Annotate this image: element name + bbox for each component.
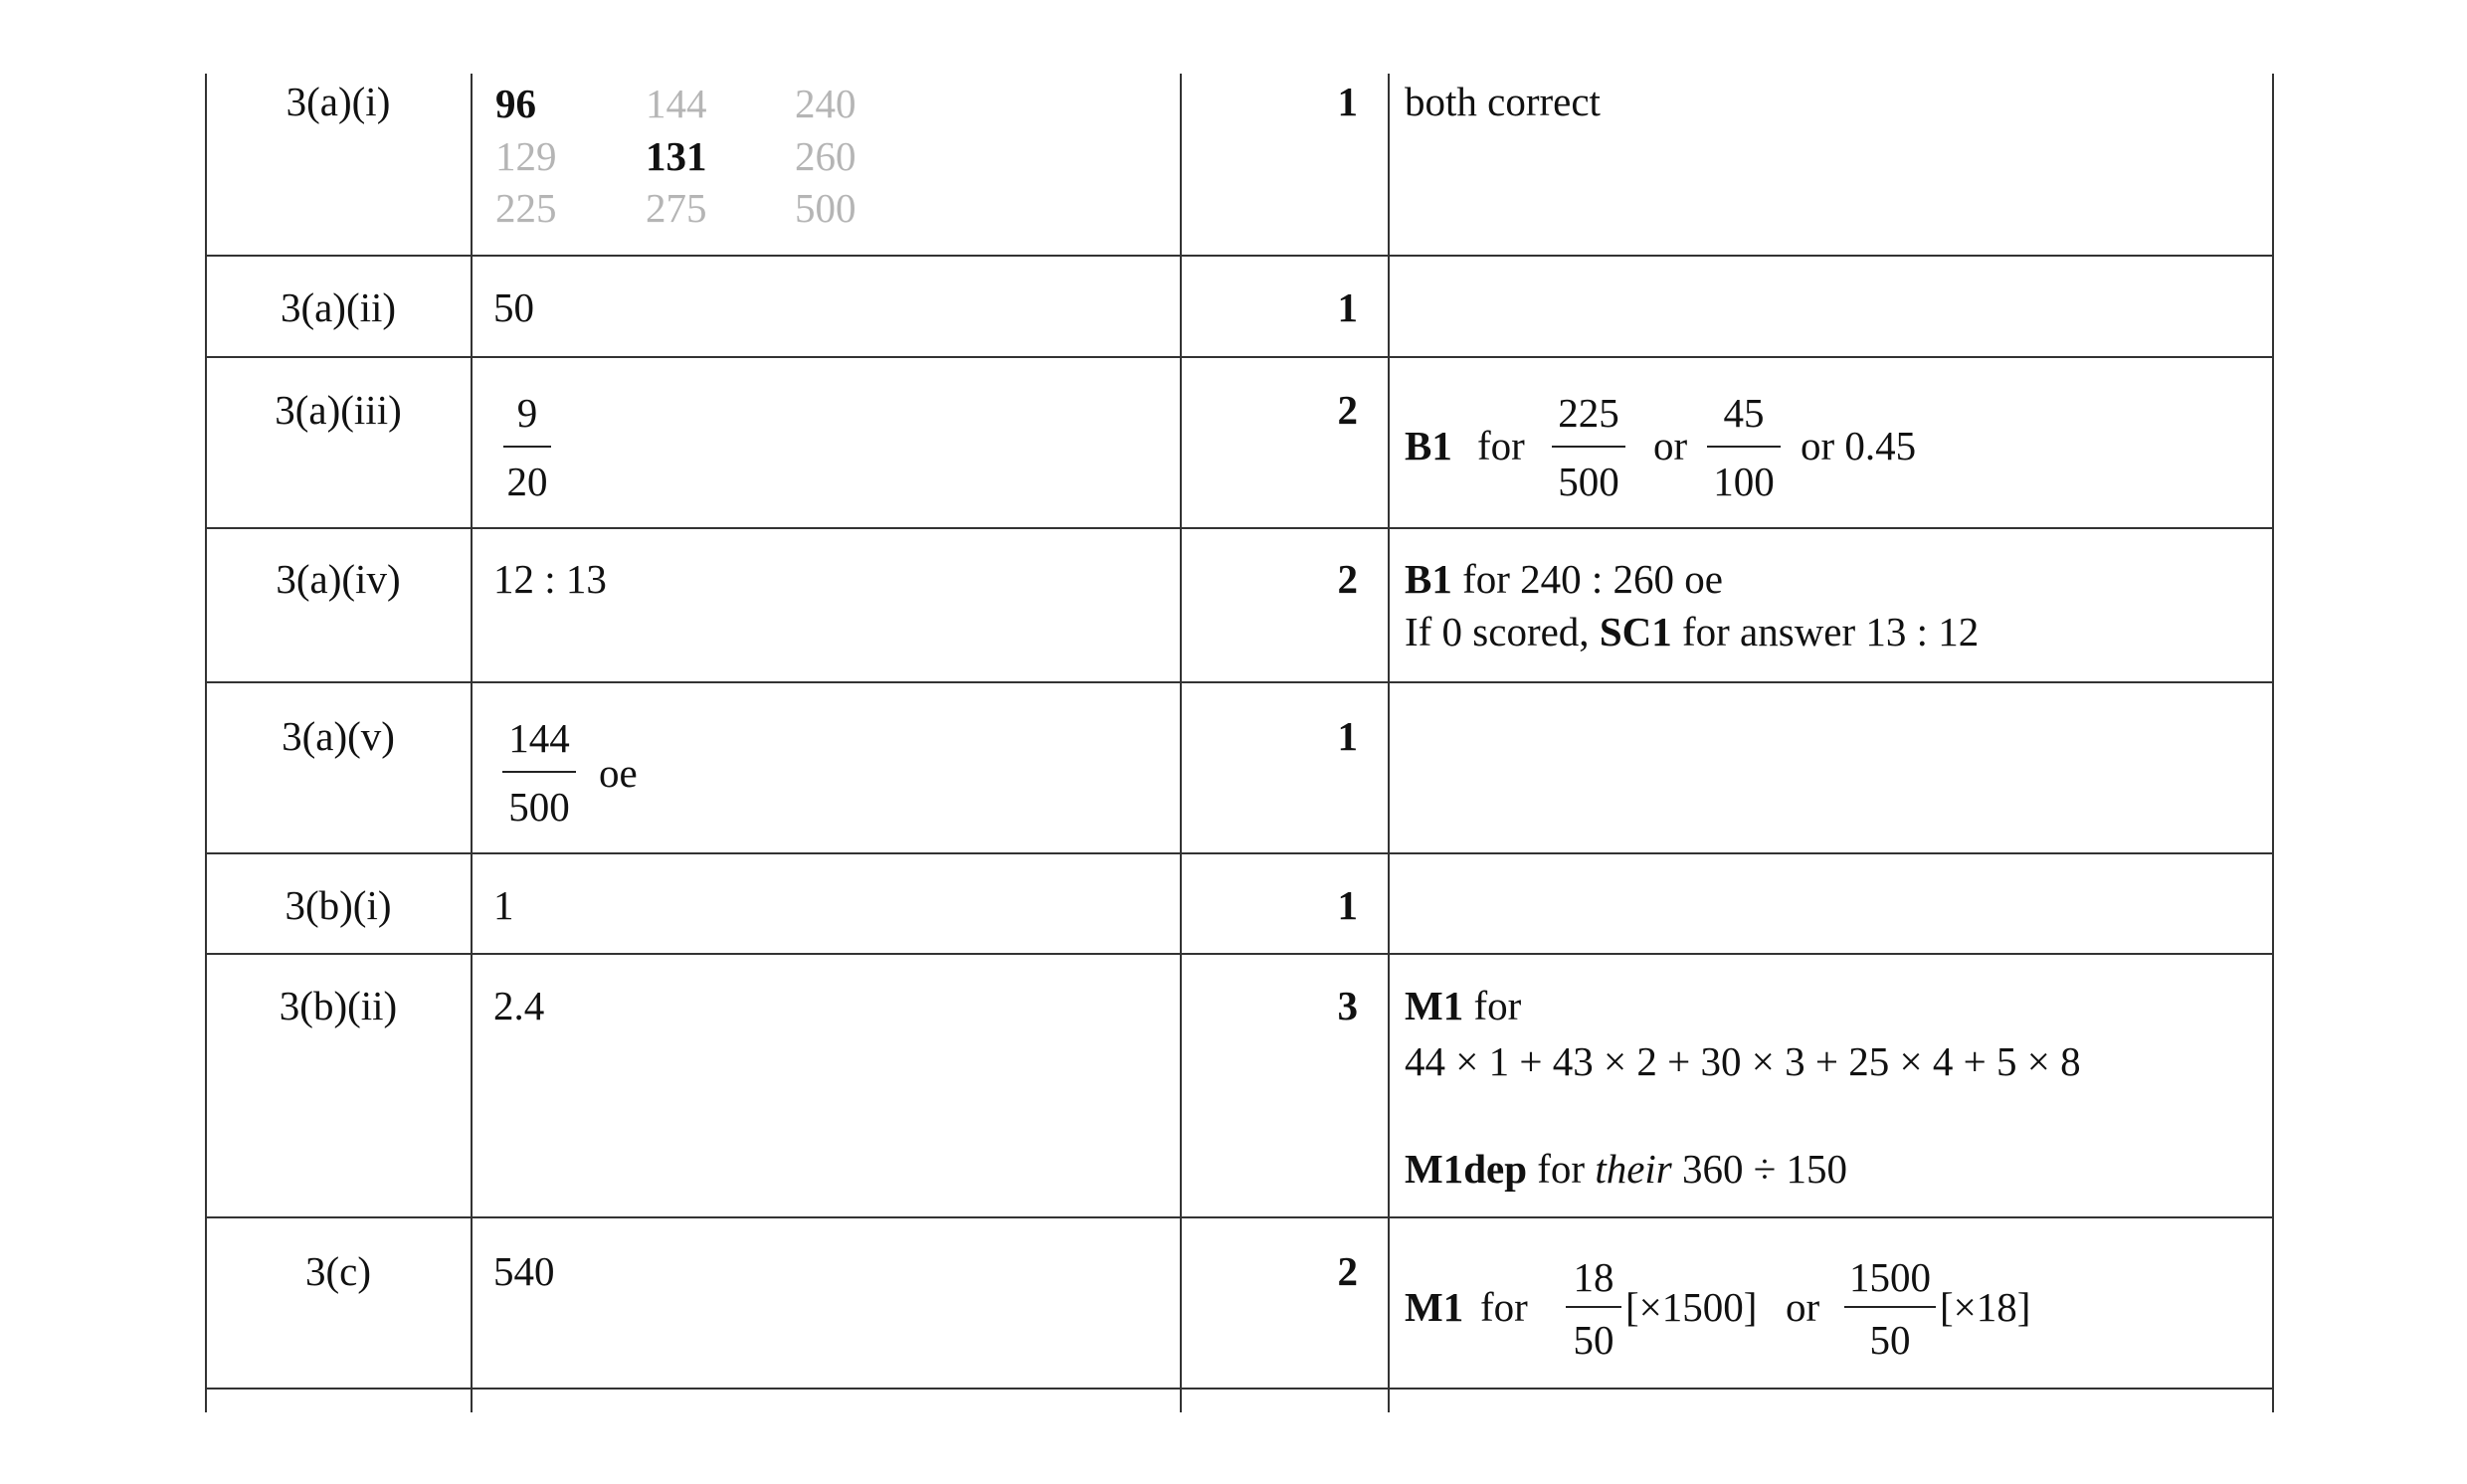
note-text: If 0 scored,	[1405, 609, 1600, 654]
row-divider	[205, 1388, 2274, 1390]
grid-value: 500	[795, 185, 856, 231]
grid-value: 225	[495, 185, 557, 231]
row-divider	[205, 527, 2274, 529]
fraction-numerator: 144	[508, 715, 570, 761]
fraction-bar	[503, 446, 551, 448]
note-for-text: for	[1480, 1284, 1528, 1330]
row-divider	[205, 681, 2274, 683]
mark-value: 1	[1337, 284, 1358, 330]
question-number: 3(a)(i)	[285, 79, 391, 124]
note-m1-label: M1	[1405, 983, 1464, 1028]
table-border-col2	[471, 74, 473, 1412]
note-b1-label: B1	[1405, 556, 1452, 602]
grid-value: 275	[646, 185, 707, 231]
fraction-denominator: 50	[1869, 1317, 1911, 1363]
row-divider	[205, 953, 2274, 955]
grid-value: 260	[795, 133, 856, 179]
note-text: for	[1527, 1146, 1596, 1192]
bracketed-term: [×18]	[1940, 1284, 2031, 1330]
grid-value: 144	[646, 81, 707, 126]
note-their-text: their	[1595, 1146, 1672, 1192]
answer-fraction	[502, 715, 576, 830]
note-for-text: for	[1477, 423, 1525, 468]
fraction-denominator: 20	[506, 459, 548, 504]
answer-value: 1	[493, 882, 514, 928]
fraction-denominator: 500	[1558, 459, 1619, 504]
note-text: for answer 13 : 12	[1671, 609, 1980, 654]
question-number: 3(a)(ii)	[280, 284, 397, 330]
guidance-note: both correct	[1405, 79, 1601, 124]
note-text: 360 ÷ 150	[1671, 1146, 1848, 1192]
mark-value: 2	[1337, 556, 1358, 602]
answer-value: 50	[493, 284, 534, 330]
answer-value: 540	[493, 1248, 555, 1294]
mark-value: 1	[1337, 713, 1358, 759]
answer-suffix: oe	[599, 750, 638, 796]
question-number: 3(b)(ii)	[279, 983, 398, 1028]
question-number: 3(a)(v)	[282, 713, 395, 759]
grid-value: 96	[495, 81, 536, 126]
fraction-numerator: 225	[1558, 390, 1619, 436]
row-divider	[205, 852, 2274, 854]
guidance-note	[1405, 980, 1521, 1032]
mark-value: 3	[1337, 983, 1358, 1028]
bracketed-term: [×1500]	[1625, 1284, 1758, 1330]
fraction-bar	[502, 771, 576, 773]
fraction-denominator: 100	[1713, 459, 1775, 504]
guidance-note	[1405, 553, 1723, 606]
note-m1-label: M1	[1405, 1284, 1464, 1330]
note-or-text: or	[1653, 423, 1688, 468]
question-number: 3(a)(iii)	[275, 387, 402, 433]
table-border-right	[2272, 74, 2274, 1412]
note-text: for 240 : 260 oe	[1451, 556, 1724, 602]
fraction-bar	[1707, 446, 1781, 448]
fraction-numerator: 18	[1573, 1254, 1614, 1300]
fraction-bar	[1552, 446, 1625, 448]
row-divider	[205, 1216, 2274, 1218]
note-b1-label: B1	[1405, 423, 1452, 468]
mark-value: 1	[1337, 882, 1358, 928]
note-text: for	[1463, 983, 1522, 1028]
note-m1dep-label: M1dep	[1405, 1146, 1527, 1192]
note-or-text: or	[1786, 1284, 1820, 1330]
fraction-denominator: 50	[1573, 1317, 1614, 1363]
note-tail-text: or 0.45	[1801, 423, 1917, 468]
question-number: 3(b)(i)	[285, 882, 392, 928]
mark-value: 2	[1337, 387, 1358, 433]
fraction-bar	[1566, 1306, 1621, 1308]
note-sc1-label: SC1	[1599, 609, 1672, 654]
question-number: 3(c)	[304, 1248, 371, 1294]
fraction-numerator: 9	[516, 390, 538, 436]
grid-value: 240	[795, 81, 856, 126]
note-fraction	[1552, 390, 1625, 504]
answer-fraction	[503, 390, 551, 504]
mark-value: 2	[1337, 1248, 1358, 1294]
note-fraction	[1707, 390, 1781, 504]
guidance-note	[1405, 1143, 1847, 1196]
answer-value: 12 : 13	[493, 556, 607, 602]
fraction-bar	[1844, 1306, 1936, 1308]
row-divider	[205, 356, 2274, 358]
grid-value: 129	[495, 133, 557, 179]
row-divider	[205, 255, 2274, 257]
fraction-numerator: 1500	[1849, 1254, 1931, 1300]
question-number: 3(a)(iv)	[276, 556, 401, 602]
table-border-col4	[1388, 74, 1390, 1412]
guidance-note	[1405, 606, 1979, 658]
fraction-denominator: 500	[508, 784, 570, 830]
answer-value: 2.4	[493, 983, 545, 1028]
note-fraction	[1844, 1254, 1936, 1363]
fraction-numerator: 45	[1723, 390, 1765, 436]
note-fraction	[1566, 1254, 1621, 1363]
method-expression: 44 × 1 + 43 × 2 + 30 × 3 + 25 × 4 + 5 × 8	[1405, 1038, 2081, 1084]
grid-value: 131	[646, 133, 707, 179]
mark-value: 1	[1337, 79, 1358, 124]
